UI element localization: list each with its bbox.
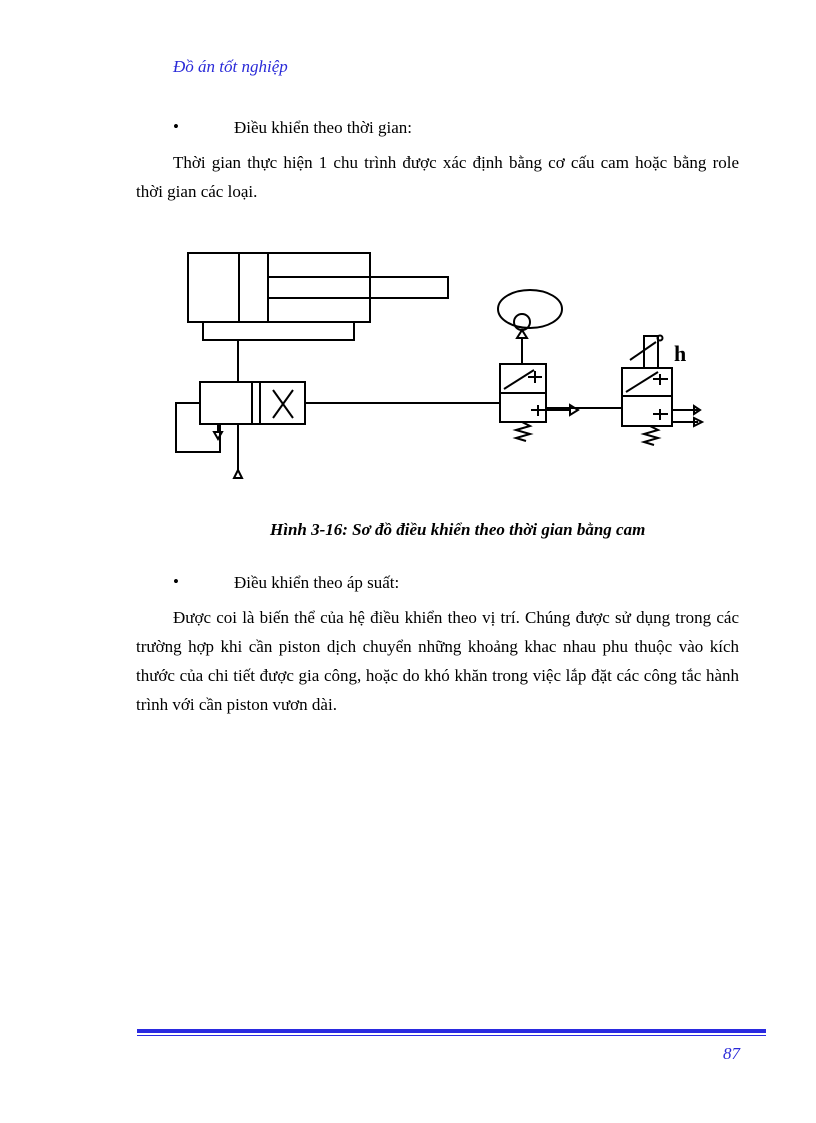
bullet-icon: •	[173, 572, 179, 591]
section1-paragraph: Thời gian thực hiện 1 chu trình được xác định bằng cơ cấu cam hoặc bằng role thời gian các loại.	[136, 153, 739, 201]
lever-valve-spring	[644, 426, 658, 445]
section1-heading: Điều khiển theo thời gian:	[234, 118, 413, 137]
cam-follower-triangle	[517, 330, 527, 338]
cam-valve-spring	[516, 422, 530, 441]
pneumatic-diagram	[160, 240, 720, 500]
bullet-icon: •	[173, 117, 179, 136]
supply-triangle	[234, 470, 242, 478]
section2-paragraph: Được coi là biến thể của hệ điều khiển theo vị trí. Chúng được sử dụng trong các trường hợp khi cần piston dịch chuyển những khoảng khac nhau phu thuộc vào kích thước của chi tiết được gia công, hoặc do khó khăn trong việc lắp đặt các công tắc hành trình với cần piston vươn dài.	[136, 608, 739, 714]
piston-rod	[268, 277, 448, 298]
port-line-a	[203, 322, 354, 340]
lever-plunger	[644, 336, 658, 368]
section2-heading: Điều khiển theo áp suất:	[234, 573, 400, 592]
footer-divider	[137, 1029, 766, 1036]
figure-caption: Hình 3-16: Sơ đồ điều khiển theo thời gian bằng cam	[270, 520, 646, 539]
label-h: h	[674, 341, 687, 366]
document-header: Đồ án tốt nghiệp	[173, 57, 288, 76]
page-number: 87	[723, 1044, 740, 1063]
feedback-loop	[176, 403, 220, 452]
cylinder-body	[188, 253, 370, 322]
